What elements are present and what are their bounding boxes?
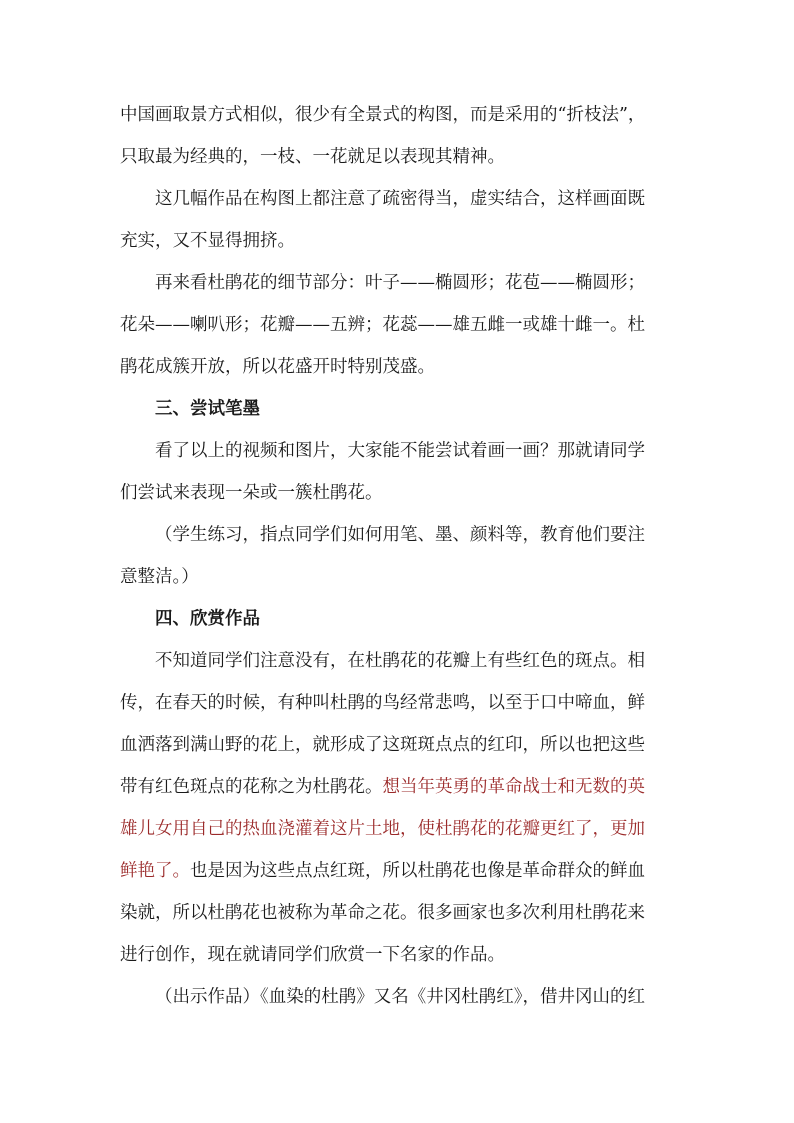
paragraph-1-line-1: 中国画取景方式相似，很少有全景式的构图，而是采用的“折枝法”， [120, 105, 646, 125]
paragraph-6-line-8: 进行创作，现在就请同学们欣赏一下名家的作品。 [120, 945, 505, 965]
paragraph-3-line-2: 花朵——喇叭形；花瓣——五辨；花蕊——雄五雌一或雄十雌一。杜 [120, 315, 645, 335]
paragraph-4-line-2: 们尝试来表现一朵或一簇杜鹃花。 [120, 483, 383, 503]
paragraph-5-line-1: （学生练习，指点同学们如何用笔、墨、颜料等，教育他们要注 [155, 525, 645, 545]
paragraph-1-line-2: 只取最为经典的，一枝、一花就足以表现其精神。 [120, 147, 505, 167]
paragraph-6-line-5: 雄儿女用自己的热血浇灌着这片土地，使杜鹃花的花瓣更红了，更加 [120, 819, 645, 839]
paragraph-6-line-6 [120, 859, 680, 883]
paragraph-6-line-4 [120, 775, 680, 799]
paragraph-2-line-2: 充实，又不显得拥挤。 [120, 231, 295, 251]
paragraph-3-line-3: 鹃花成簇开放，所以花盛开时特别茂盛。 [120, 357, 435, 377]
section-heading-4: 四、欣赏作品 [155, 609, 260, 629]
paragraph-2-line-1: 这几幅作品在构图上都注意了疏密得当，虚实结合，这样画面既 [155, 189, 645, 209]
section-heading-3: 三、尝试笔墨 [155, 399, 260, 419]
paragraph-6-line-3: 血洒落到满山野的花上，就形成了这斑斑点点的红印，所以也把这些 [120, 735, 645, 755]
paragraph-6-line-6-red: 鲜艳了。 [120, 861, 190, 881]
paragraph-6-line-4-red: 想当年英勇的革命战士和无数的英 [382, 777, 645, 797]
paragraph-5-line-2: 意整洁。） [120, 567, 199, 587]
paragraph-3-line-1: 再来看杜鹃花的细节部分：叶子——椭圆形；花苞——椭圆形； [155, 273, 645, 293]
paragraph-6-line-7: 染就，所以杜鹃花也被称为革命之花。很多画家也多次利用杜鹃花来 [120, 903, 645, 923]
paragraph-7-line-1: （出示作品）《血染的杜鹃》又名《井冈杜鹃红》，借井冈山的红 [155, 987, 645, 1007]
paragraph-6-line-6-black: 也是因为这些点点红斑，所以杜鹃花也像是革命群众的鲜血 [190, 861, 645, 881]
paragraph-6-line-4-black: 带有红色斑点的花称之为杜鹃花。 [120, 777, 383, 797]
paragraph-6-line-2: 传，在春天的时候，有种叫杜鹃的鸟经常悲鸣，以至于口中啼血，鲜 [120, 693, 645, 713]
paragraph-4-line-1: 看了以上的视频和图片，大家能不能尝试着画一画？那就请同学 [155, 441, 645, 461]
paragraph-6-line-1: 不知道同学们注意没有，在杜鹃花的花瓣上有些红色的斑点。相 [155, 651, 645, 671]
